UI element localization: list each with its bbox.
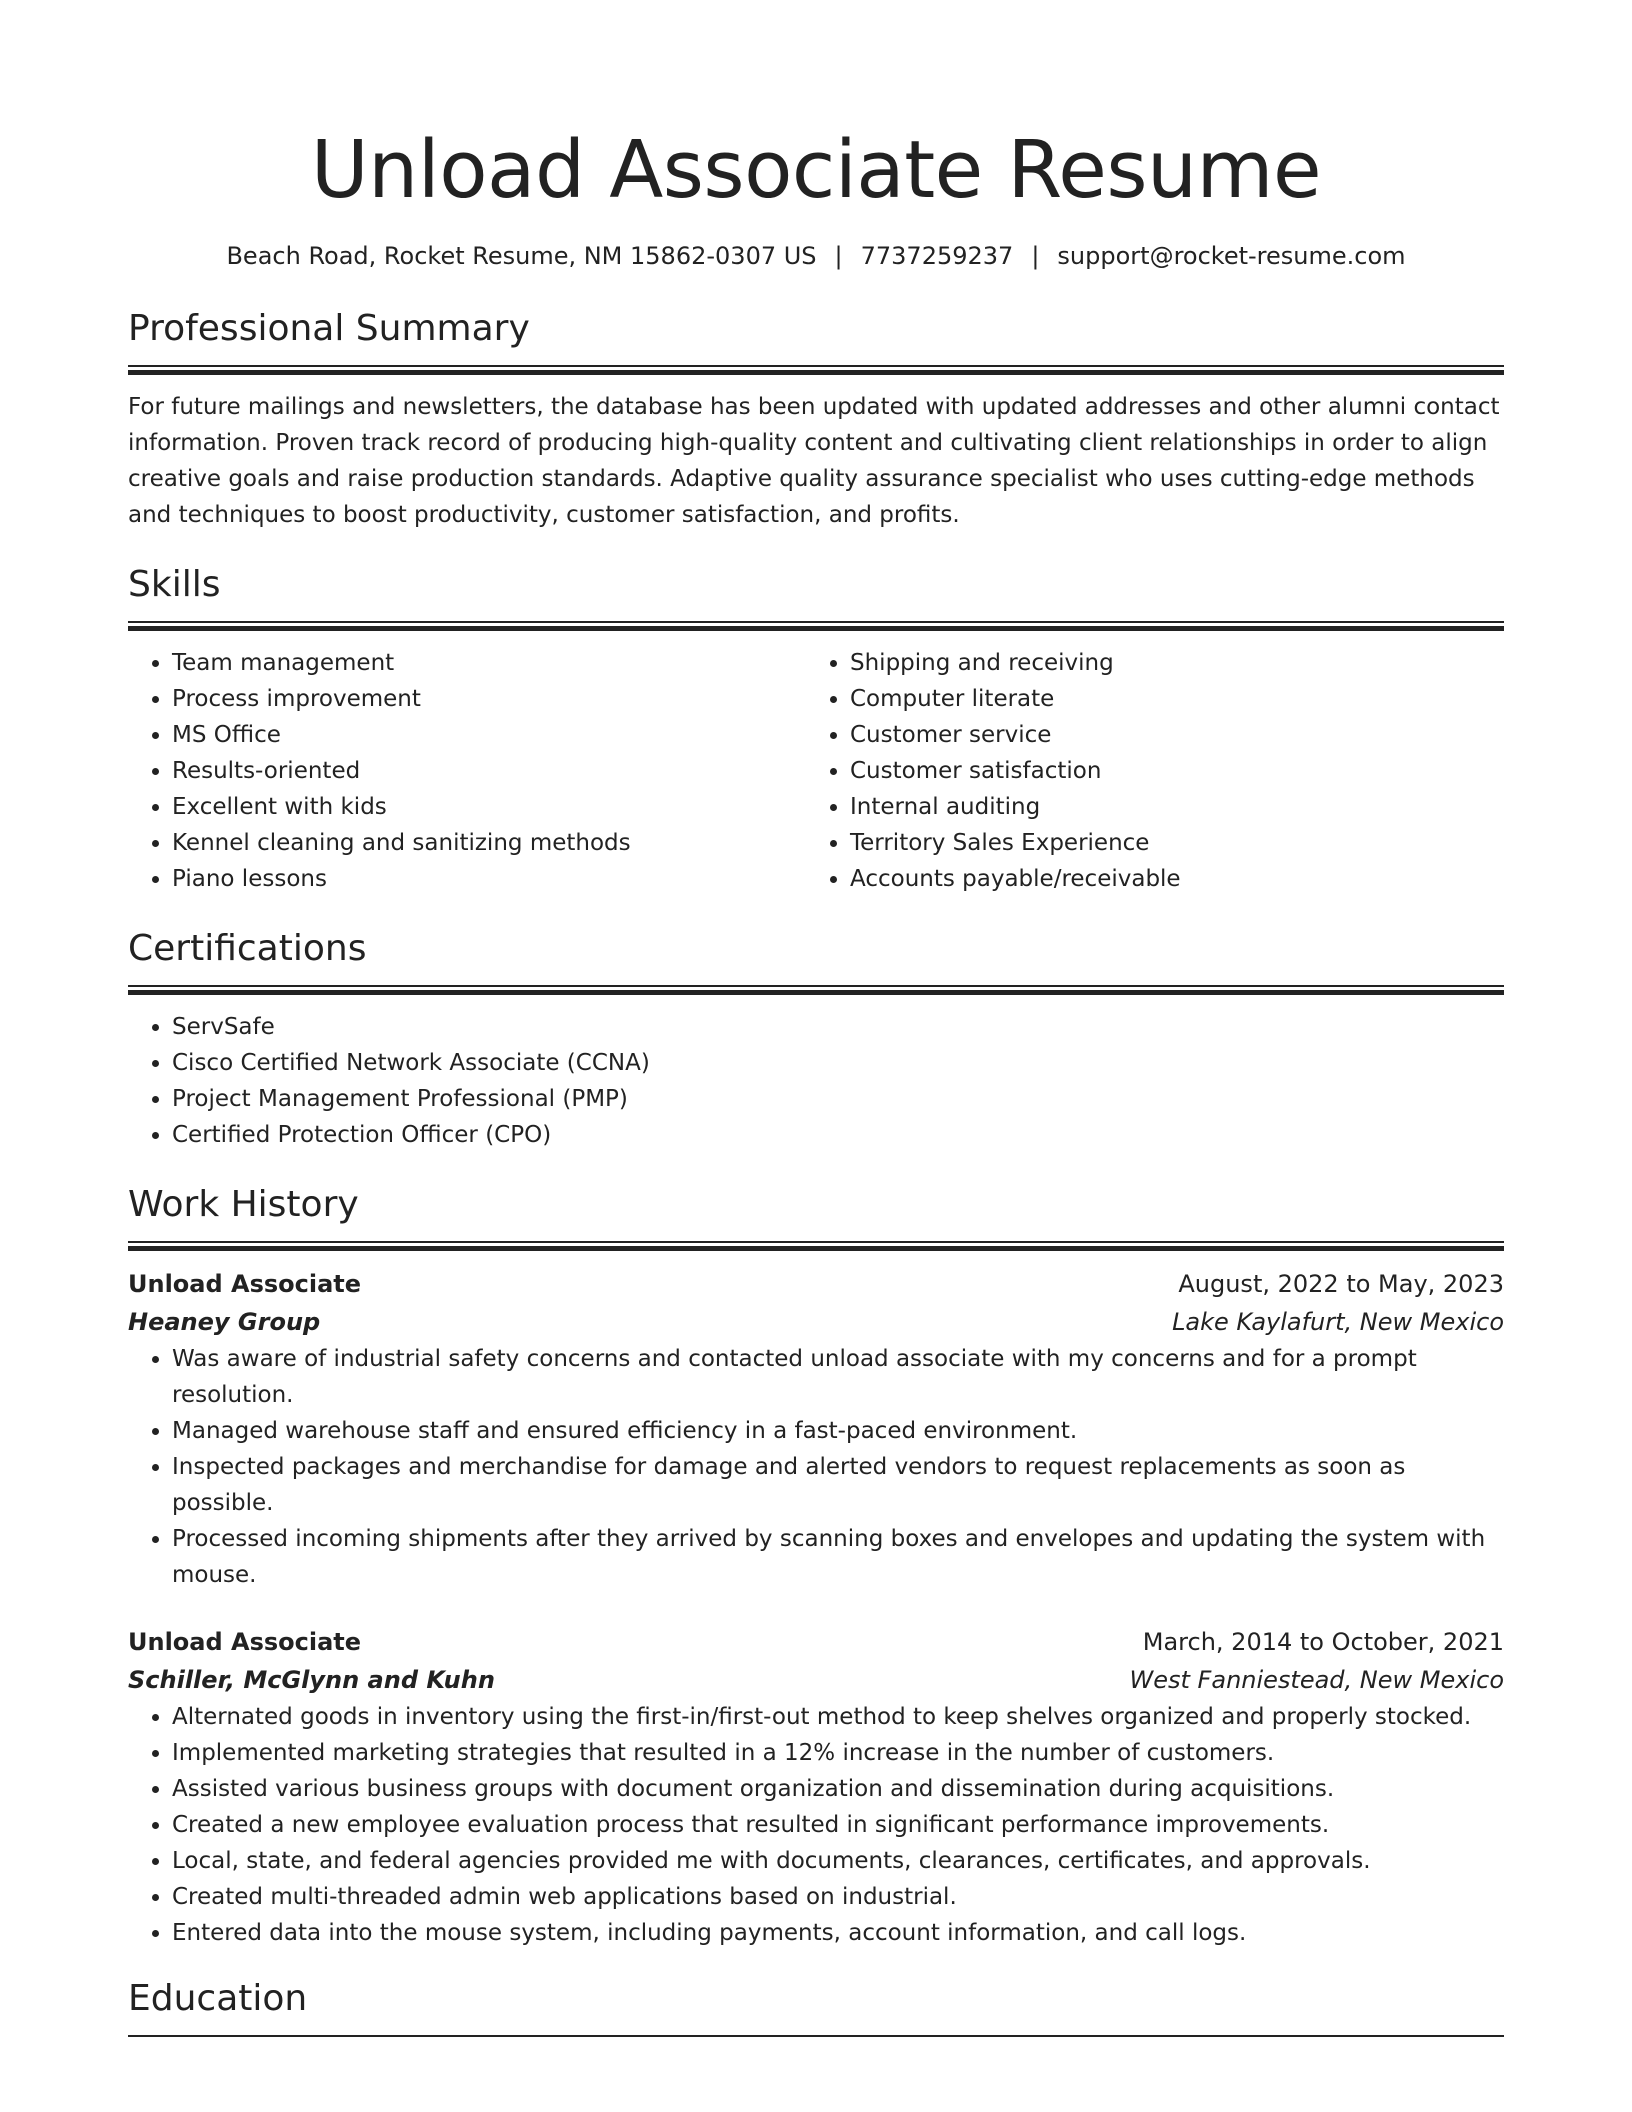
- section-divider: [128, 621, 1504, 623]
- skills-column-left: [128, 645, 806, 897]
- list-item: • Processed incoming shipments after they arrived by scanning boxes and envelopes and updating the system with mouse.: [172, 1521, 1504, 1593]
- section-divider: [128, 626, 1504, 631]
- section-divider: [128, 985, 1504, 987]
- list-item: • Team management: [172, 645, 806, 681]
- list-item: • MS Office: [172, 717, 806, 753]
- list-item: • Certified Protection Officer (CPO): [172, 1117, 1504, 1153]
- list-item: • Process improvement: [172, 681, 806, 717]
- resume-title: Unload Associate Resume: [310, 124, 1322, 216]
- contact-line: [128, 240, 1504, 272]
- job-header: [128, 1623, 1504, 1661]
- list-item: • Assisted various business groups with document organization and dissemination during acquisitions.: [172, 1771, 1504, 1807]
- job-title: Unload Associate: [128, 1628, 362, 1656]
- resume-page: [128, 0, 1504, 2040]
- list-item: • Was aware of industrial safety concerns and contacted unload associate with my concerns and for a prompt resolution.: [172, 1341, 1504, 1413]
- job-header: [128, 1265, 1504, 1303]
- section-heading: Certifications: [128, 928, 367, 969]
- job-dates: March, 2014 to October, 2021: [1142, 1628, 1504, 1656]
- section-divider: [128, 2035, 1504, 2037]
- contact-address: Beach Road, Rocket Resume, NM 15862-0307 US: [226, 242, 817, 270]
- job-entry: [128, 1265, 1504, 1593]
- job-company: Schiller, McGlynn and Kuhn: [128, 1666, 495, 1694]
- contact-separator: |: [1031, 242, 1040, 270]
- list-item: • Piano lessons: [172, 861, 806, 897]
- job-subheader: [128, 1303, 1504, 1341]
- list-item: • Excellent with kids: [172, 789, 806, 825]
- job-location: West Fanniestead, New Mexico: [1129, 1666, 1504, 1694]
- list-item: • Inspected packages and merchandise for damage and alerted vendors to request replacements as soon as possible.: [172, 1449, 1504, 1521]
- list-item: • Project Management Professional (PMP): [172, 1081, 1504, 1117]
- list-item: • Created a new employee evaluation process that resulted in significant performance improvements.: [172, 1807, 1504, 1843]
- list-item: • Entered data into the mouse system, including payments, account information, and call logs.: [172, 1915, 1504, 1951]
- list-item: • Implemented marketing strategies that resulted in a 12% increase in the number of customers.: [172, 1735, 1504, 1771]
- section-heading: Professional Summary: [128, 308, 530, 349]
- list-item: • Customer satisfaction: [850, 753, 1484, 789]
- list-item: • Accounts payable/receivable: [850, 861, 1484, 897]
- list-item: • Territory Sales Experience: [850, 825, 1484, 861]
- section-divider: [128, 1246, 1504, 1251]
- list-item: • Results-oriented: [172, 753, 806, 789]
- contact-email: support@rocket-resume.com: [1057, 242, 1406, 270]
- list-item: • Created multi-threaded admin web applications based on industrial.: [172, 1879, 1504, 1915]
- section-divider: [128, 1241, 1504, 1243]
- section-heading: Skills: [128, 564, 221, 605]
- skills-grid: [128, 645, 1504, 897]
- list-item: • Kennel cleaning and sanitizing methods: [172, 825, 806, 861]
- section-divider: [128, 365, 1504, 367]
- job-subheader: [128, 1661, 1504, 1699]
- job-dates: August, 2022 to May, 2023: [1178, 1270, 1504, 1298]
- contact-phone: 7737259237: [860, 242, 1014, 270]
- section-divider: [128, 370, 1504, 375]
- education-section: [128, 1977, 1504, 2037]
- job-title: Unload Associate: [128, 1270, 362, 1298]
- work-history-section: [128, 1183, 1504, 1951]
- job-company: Heaney Group: [128, 1308, 321, 1336]
- list-item: • Computer literate: [850, 681, 1484, 717]
- job-entry: [128, 1623, 1504, 1951]
- skills-column-right: [806, 645, 1484, 897]
- contact-separator: |: [834, 242, 843, 270]
- section-heading: Work History: [128, 1184, 359, 1225]
- list-item: • Internal auditing: [850, 789, 1484, 825]
- section-heading: Education: [128, 1978, 308, 2019]
- list-item: • Cisco Certified Network Associate (CCNA): [172, 1045, 1504, 1081]
- list-item: • Managed warehouse staff and ensured efficiency in a fast-paced environment.: [172, 1413, 1504, 1449]
- certifications-section: [128, 927, 1504, 1153]
- list-item: • Customer service: [850, 717, 1484, 753]
- list-item: • Shipping and receiving: [850, 645, 1484, 681]
- summary-section: [128, 307, 1504, 533]
- list-item: • ServSafe: [172, 1009, 1504, 1045]
- job-location: Lake Kaylafurt, New Mexico: [1172, 1308, 1504, 1336]
- section-divider: [128, 990, 1504, 995]
- list-item: • Alternated goods in inventory using the first-in/first-out method to keep shelves organized and properly stocked.: [172, 1699, 1504, 1735]
- skills-section: [128, 563, 1504, 897]
- list-item: • Local, state, and federal agencies provided me with documents, clearances, certificates, and approvals.: [172, 1843, 1504, 1879]
- summary-text: For future mailings and newsletters, the database has been updated with updated addresses and other alumni contact information. Proven track record of producing high-quality content and cultivating client relationships in order to align creative goals and raise production standards. Adaptive quality assurance specialist who uses cutting-edge methods and techniques to boost productivity, customer satisfaction, and profits.: [128, 394, 1500, 528]
